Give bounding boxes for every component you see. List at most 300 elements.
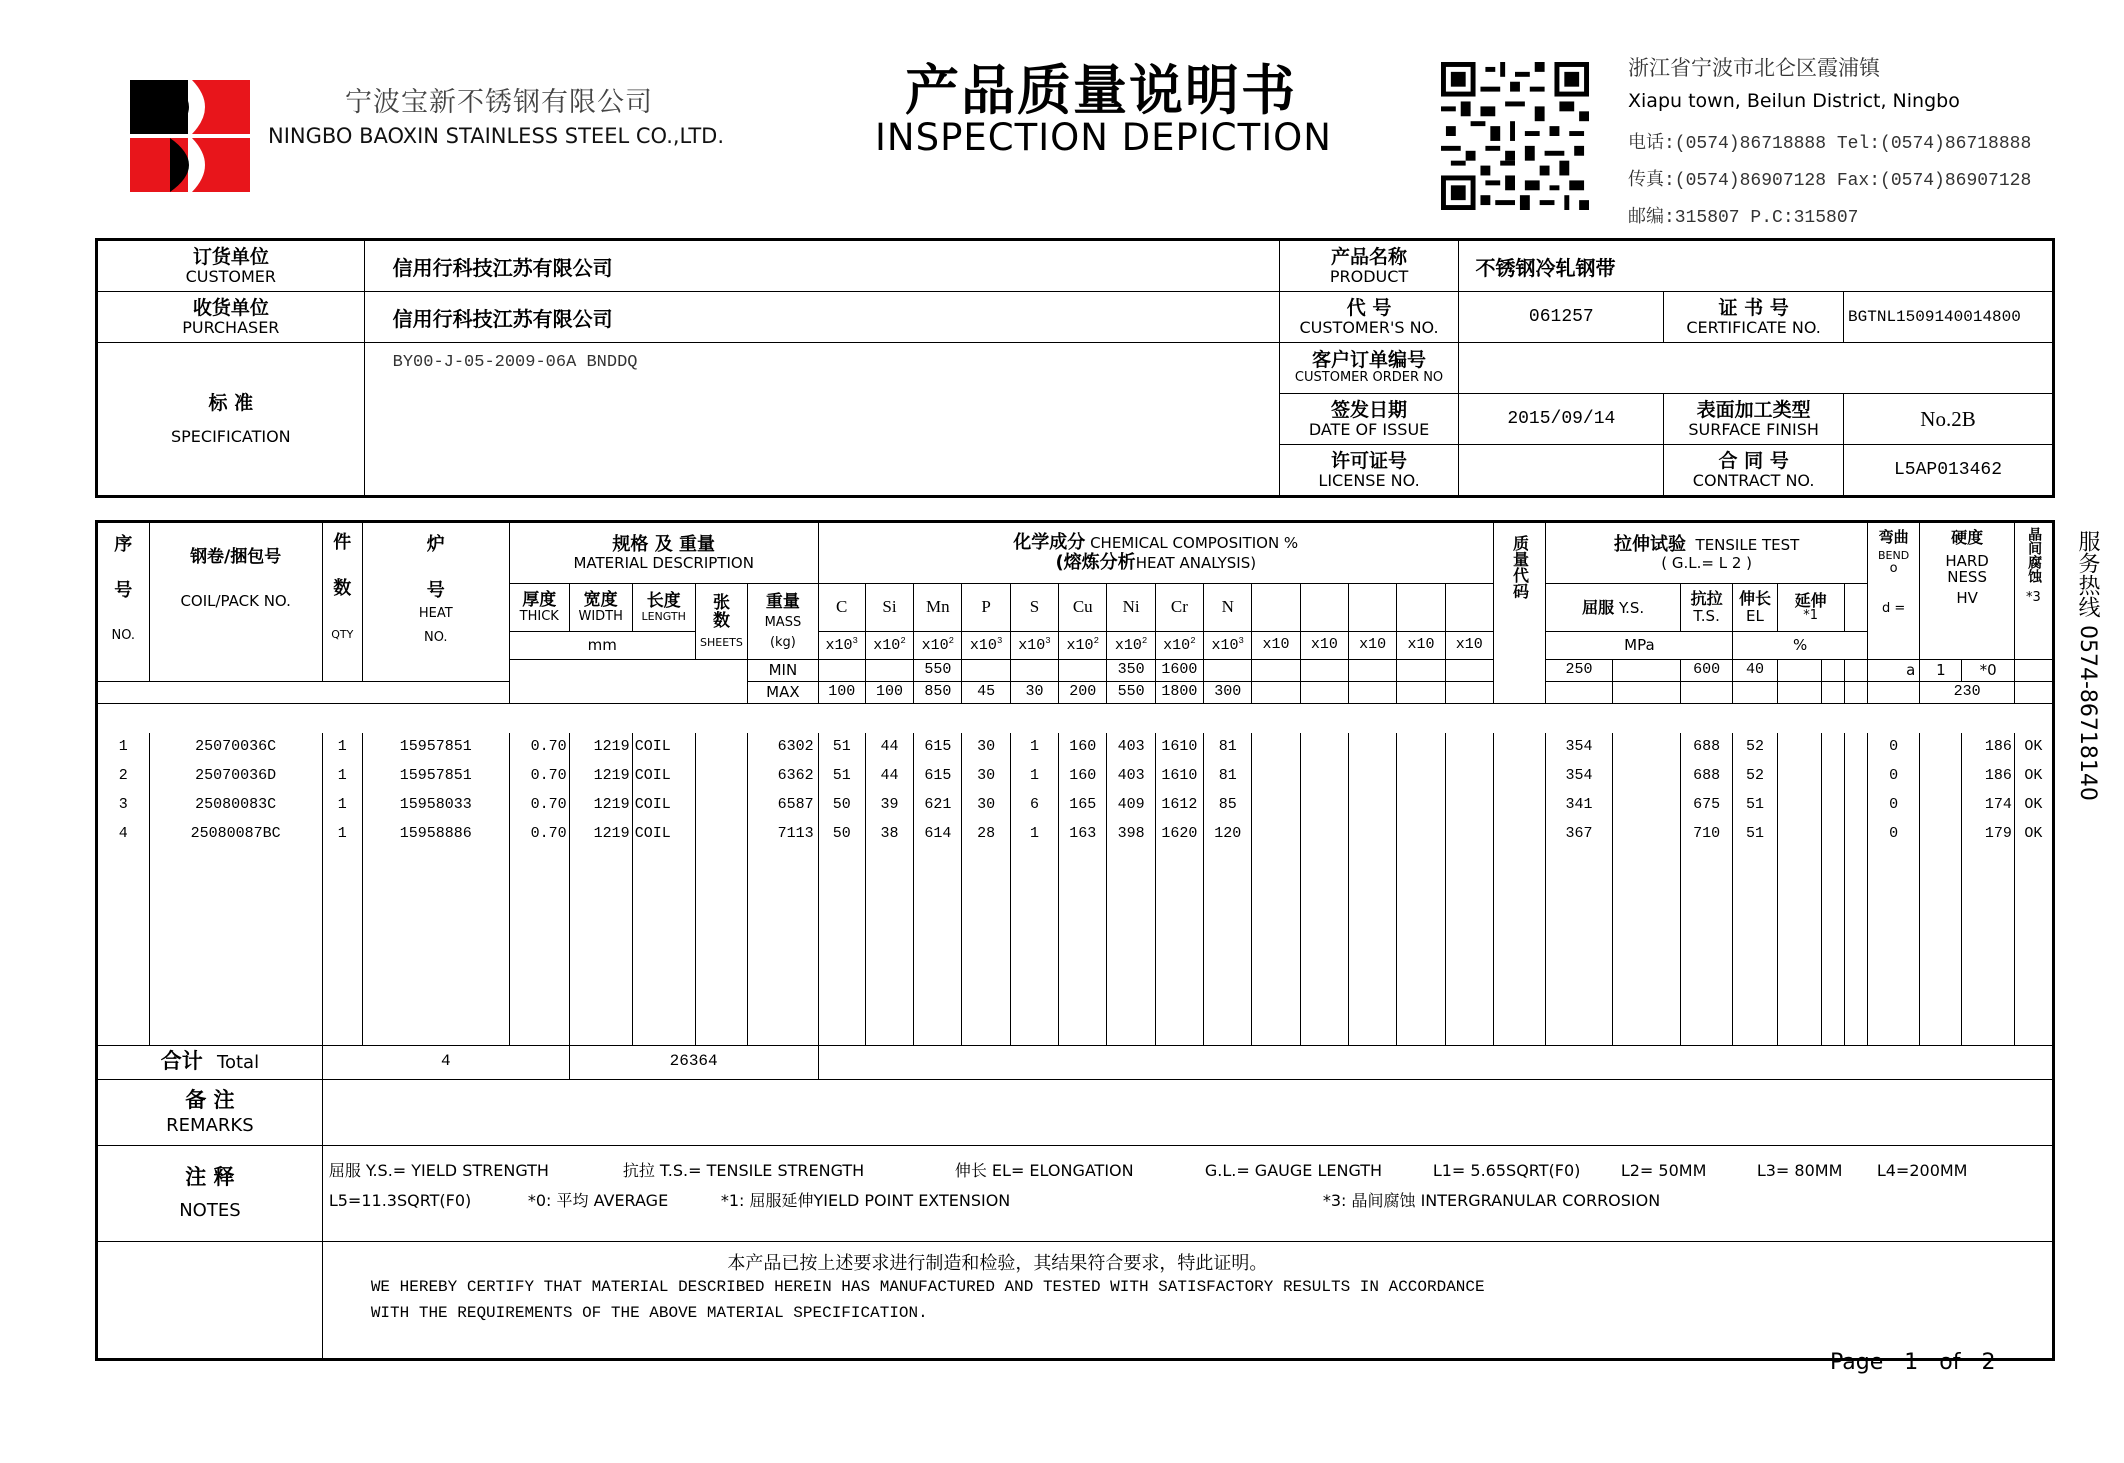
row-length: COIL — [632, 820, 695, 849]
filler-cell — [1920, 849, 1962, 1045]
factor-empty: x10 — [1348, 632, 1396, 660]
factor-s: $x10^3$ — [1010, 632, 1058, 660]
row-width: 1219 — [569, 820, 632, 849]
row-coil: 25080087BC — [149, 820, 322, 849]
max-ni: 550 — [1107, 682, 1155, 704]
max-spacer — [509, 682, 747, 704]
row-ts: 688 — [1680, 733, 1733, 762]
min-si — [865, 660, 913, 682]
element-empty-header — [1348, 584, 1396, 632]
row-si: 38 — [865, 820, 913, 849]
row-empty — [1612, 762, 1680, 791]
row-ts: 688 — [1680, 762, 1733, 791]
filler-cell — [818, 849, 865, 1045]
row-bend: 0 — [1867, 820, 1920, 849]
tensile-empty-header — [1844, 584, 1867, 632]
min-empty — [1821, 660, 1844, 682]
element-empty-header — [1252, 584, 1300, 632]
row-qty: 1 — [322, 791, 362, 820]
min-empty — [1300, 660, 1348, 682]
row-empty — [1300, 762, 1348, 791]
row-empty — [1445, 791, 1493, 820]
min-empty — [1397, 660, 1445, 682]
min-empty — [1348, 660, 1396, 682]
element-empty-header — [1445, 584, 1493, 632]
factor-empty: x10 — [1300, 632, 1348, 660]
min-n — [1204, 660, 1252, 682]
min-p — [962, 660, 1010, 682]
page-number: Page 1 of 2 — [1830, 1350, 1996, 1375]
heat-header: 炉 号 HEAT NO. — [362, 522, 509, 682]
filler-cell — [1300, 849, 1348, 1045]
row-cu: 160 — [1059, 762, 1107, 791]
row-empty — [1397, 733, 1445, 762]
surface-finish-label: 表面加工类型 SURFACE FINISH — [1664, 394, 1844, 445]
note-average: *0: 平均 AVERAGE — [527, 1191, 669, 1210]
max-empty — [1445, 682, 1493, 704]
min-cu — [1059, 660, 1107, 682]
tensile-test-header: 拉伸试验 TENSILE TEST ( G.L.= L 2 ) — [1546, 522, 1867, 584]
max-empty — [1252, 682, 1300, 704]
row-hv: 186 — [1962, 733, 2015, 762]
table-row — [97, 733, 2054, 762]
row-si: 44 — [865, 733, 913, 762]
row-empty — [1920, 820, 1962, 849]
row-empty — [1397, 791, 1445, 820]
row-el: 51 — [1733, 820, 1777, 849]
note-l3: L3= 80MM — [1756, 1161, 1843, 1180]
row-ni: 409 — [1107, 791, 1155, 820]
element-n-header: N — [1204, 584, 1252, 632]
row-no: 3 — [97, 791, 150, 820]
row-empty — [1777, 762, 1821, 791]
row-coil: 25070036C — [149, 733, 322, 762]
license-no-label: 许可证号 LICENSE NO. — [1279, 445, 1459, 497]
certification-label — [97, 1241, 323, 1359]
row-si: 44 — [865, 762, 913, 791]
customer-order-label: 客户订单编号 CUSTOMER ORDER NO — [1279, 343, 1459, 394]
row-width: 1219 — [569, 762, 632, 791]
yield-strength-header: 屈服 Y.S. — [1546, 584, 1680, 632]
max-si: 100 — [865, 682, 913, 704]
row-igc: OK — [2014, 762, 2053, 791]
row-empty — [1348, 820, 1396, 849]
note-yield-extension: *1: 屈服延伸YIELD POINT EXTENSION — [720, 1191, 1011, 1210]
filler-cell — [1612, 849, 1680, 1045]
row-el: 52 — [1733, 733, 1777, 762]
notes-label: 注 释 NOTES — [97, 1145, 323, 1241]
max-empty — [1348, 682, 1396, 704]
company-name-en: NINGBO BAOXIN STAINLESS STEEL CO.,LTD. — [268, 124, 725, 148]
filler-cell — [2014, 849, 2053, 1045]
row-empty — [1920, 733, 1962, 762]
element-cr-header: Cr — [1155, 584, 1203, 632]
row-s: 1 — [1010, 733, 1058, 762]
row-heat: 15957851 — [362, 733, 509, 762]
qty-header: 件 数 QTY — [322, 522, 362, 682]
filler-cell — [509, 849, 569, 1045]
min-empty — [1612, 660, 1680, 682]
filler-cell — [748, 849, 818, 1045]
row-length: COIL — [632, 791, 695, 820]
thick-header: 厚度 THICK — [509, 584, 569, 632]
filler-cell — [1059, 849, 1107, 1045]
elongation-header: 伸长 EL — [1733, 584, 1777, 632]
extension-header: 延伸 *1 — [1777, 584, 1844, 632]
row-empty — [1821, 791, 1844, 820]
notes-content — [322, 1145, 2053, 1241]
filler-cell — [914, 849, 962, 1045]
certification-statement — [322, 1241, 2053, 1359]
row-bend: 0 — [1867, 762, 1920, 791]
contract-no-label: 合 同 号 CONTRACT NO. — [1664, 445, 1844, 497]
date-of-issue-value: 2015/09/14 — [1459, 394, 1664, 445]
row-mass: 7113 — [748, 820, 818, 849]
row-bend: 0 — [1867, 733, 1920, 762]
row-coil: 25080083C — [149, 791, 322, 820]
width-header: 宽度 WIDTH — [569, 584, 632, 632]
filler-cell — [695, 849, 748, 1045]
row-n: 85 — [1204, 791, 1252, 820]
max-mn: 850 — [914, 682, 962, 704]
factor-mn: $x10^2$ — [914, 632, 962, 660]
row-mn: 615 — [914, 762, 962, 791]
row-empty — [1348, 791, 1396, 820]
max-s: 30 — [1010, 682, 1058, 704]
max-n: 300 — [1204, 682, 1252, 704]
row-thick: 0.70 — [509, 791, 569, 820]
row-empty — [1348, 762, 1396, 791]
row-qty: 1 — [322, 820, 362, 849]
row-cr: 1612 — [1155, 791, 1203, 820]
filler-cell — [1397, 849, 1445, 1045]
filler-cell — [1844, 849, 1867, 1045]
row-qty: 1 — [322, 733, 362, 762]
telephone: 电话:(0574)86718888 Tel:(0574)86718888 — [1628, 134, 2032, 154]
row-mn: 615 — [914, 733, 962, 762]
tensile-strength-header: 抗拉 T.S. — [1680, 584, 1733, 632]
row-quality-code — [1493, 733, 1546, 762]
row-empty — [1348, 733, 1396, 762]
customer-no-label: 代 号 CUSTOMER'S NO. — [1279, 292, 1459, 343]
row-empty — [1300, 733, 1348, 762]
element-mn-header: Mn — [914, 584, 962, 632]
row-ys: 341 — [1546, 791, 1612, 820]
address-cn: 浙江省宁波市北仑区霞浦镇 — [1628, 56, 1880, 80]
mm-unit: mm — [509, 632, 695, 660]
row-empty — [1445, 733, 1493, 762]
max-cr: 1800 — [1155, 682, 1203, 704]
min-ts: 600 — [1680, 660, 1733, 682]
row-ni: 398 — [1107, 820, 1155, 849]
row-c: 50 — [818, 820, 865, 849]
row-heat: 15958886 — [362, 820, 509, 849]
row-empty — [1252, 791, 1300, 820]
row-empty — [1445, 820, 1493, 849]
material-description-header: 规格 及 重量 MATERIAL DESCRIPTION — [509, 522, 818, 584]
purchaser-label: 收货单位 PURCHASER — [97, 292, 365, 343]
customer-value: 信用行科技江苏有限公司 — [364, 240, 1279, 292]
total-empty — [818, 1045, 2053, 1079]
factor-si: $x10^2$ — [865, 632, 913, 660]
row-igc: OK — [2014, 733, 2053, 762]
min-ni: 350 — [1107, 660, 1155, 682]
seq-header: 序 号 NO. — [97, 522, 150, 682]
row-cu: 163 — [1059, 820, 1107, 849]
row-sheets — [695, 791, 748, 820]
max-spacer — [97, 682, 510, 704]
note-l5: L5=11.3SQRT(F0) — [328, 1191, 472, 1210]
max-c: 100 — [818, 682, 865, 704]
filler-cell — [97, 849, 150, 1045]
row-no: 1 — [97, 733, 150, 762]
note-el: 伸长 EL= ELONGATION — [954, 1161, 1134, 1180]
row-n: 81 — [1204, 733, 1252, 762]
filler-cell — [1204, 849, 1252, 1045]
hardness-1-label: 1 — [1920, 660, 1962, 682]
min-s — [1010, 660, 1058, 682]
row-p: 30 — [962, 733, 1010, 762]
bend-a-label: a — [1867, 660, 1920, 682]
row-ys: 354 — [1546, 762, 1612, 791]
intergranular-corrosion-header: 晶间腐蚀 *3 — [2014, 522, 2053, 660]
row-empty — [1844, 820, 1867, 849]
row-mn: 621 — [914, 791, 962, 820]
max-empty — [1844, 682, 1867, 704]
factor-empty: x10 — [1252, 632, 1300, 660]
filler-cell — [1252, 849, 1300, 1045]
note-ys: 屈服 Y.S.= YIELD STRENGTH — [328, 1161, 549, 1180]
coil-header: 钢卷/捆包号 COIL/PACK NO. — [149, 522, 322, 682]
certification-row — [97, 1241, 2054, 1359]
note-intergranular: *3: 晶间腐蚀 INTERGRANULAR CORROSION — [1322, 1191, 1661, 1210]
row-empty — [1777, 791, 1821, 820]
quality-code-header: 质量代码 — [1493, 522, 1546, 704]
row-width: 1219 — [569, 791, 632, 820]
row-p: 30 — [962, 791, 1010, 820]
product-label: 产品名称 PRODUCT — [1279, 240, 1459, 292]
filler-cell — [1733, 849, 1777, 1045]
row-no: 2 — [97, 762, 150, 791]
row-cu: 160 — [1059, 733, 1107, 762]
element-empty-header — [1300, 584, 1348, 632]
row-width: 1219 — [569, 733, 632, 762]
row-el: 52 — [1733, 762, 1777, 791]
min-empty — [1844, 660, 1867, 682]
header-data-separator — [97, 704, 2054, 734]
max-cu: 200 — [1059, 682, 1107, 704]
element-ni-header: Ni — [1107, 584, 1155, 632]
row-s: 1 — [1010, 820, 1058, 849]
max-label: MAX — [748, 682, 818, 704]
min-empty — [1777, 660, 1821, 682]
row-empty — [1920, 762, 1962, 791]
row-empty — [1612, 733, 1680, 762]
mm-unit-spacer — [509, 660, 747, 682]
max-empty — [1867, 682, 1920, 704]
total-qty: 4 — [322, 1045, 569, 1079]
table-row-filler — [97, 849, 2054, 1045]
row-empty — [1300, 791, 1348, 820]
certificate-no-label: 证 书 号 CERTIFICATE NO. — [1664, 292, 1844, 343]
row-empty — [1252, 733, 1300, 762]
min-empty — [2014, 660, 2053, 682]
row-thick: 0.70 — [509, 820, 569, 849]
row-empty — [1252, 762, 1300, 791]
max-empty — [1777, 682, 1821, 704]
certification-cn: 本产品已按上述要求进行制造和检验，其结果符合要求，特此证明。 — [727, 1252, 1268, 1274]
filler-cell — [1107, 849, 1155, 1045]
note-l2: L2= 50MM — [1620, 1161, 1707, 1180]
row-cr: 1610 — [1155, 733, 1203, 762]
contract-no-value: L5AP013462 — [1844, 445, 2054, 497]
row-sheets — [695, 733, 748, 762]
row-empty — [1777, 733, 1821, 762]
license-no-value — [1459, 445, 1664, 497]
address-en: Xiapu town, Beilun District, Ningbo — [1628, 90, 1960, 112]
row-ts: 710 — [1680, 820, 1733, 849]
min-mn: 550 — [914, 660, 962, 682]
row-igc: OK — [2014, 820, 2053, 849]
customer-order-value — [1459, 343, 2054, 394]
purchaser-value: 信用行科技江苏有限公司 — [364, 292, 1279, 343]
row-empty — [1844, 791, 1867, 820]
row-sheets — [695, 820, 748, 849]
row-thick: 0.70 — [509, 733, 569, 762]
notes-row — [97, 1145, 2054, 1241]
remarks-value — [322, 1079, 2053, 1145]
document-title-cn: 产品质量说明书 — [905, 58, 1297, 122]
percent-unit: % — [1733, 632, 1867, 660]
row-quality-code — [1493, 791, 1546, 820]
certification-en-2: WITH THE REQUIREMENTS OF THE ABOVE MATERIAL SPECIFICATION. — [370, 1303, 928, 1322]
filler-cell — [322, 849, 362, 1045]
row-mass: 6302 — [748, 733, 818, 762]
hardness-average-label: *0 — [1962, 660, 2015, 682]
filler-cell — [1348, 849, 1396, 1045]
row-cr: 1620 — [1155, 820, 1203, 849]
specification-value: BY00-J-05-2009-06A BNDDQ — [364, 343, 1279, 497]
row-ni: 403 — [1107, 762, 1155, 791]
filler-cell — [1821, 849, 1844, 1045]
factor-n: $x10^3$ — [1204, 632, 1252, 660]
row-cr: 1610 — [1155, 762, 1203, 791]
row-hv: 174 — [1962, 791, 2015, 820]
filler-cell — [1445, 849, 1493, 1045]
element-c-header: C — [818, 584, 865, 632]
filler-cell — [962, 849, 1010, 1045]
chemical-composition-header: 化学成分 CHEMICAL COMPOSITION % (熔炼分析HEAT ANALYSIS) — [818, 522, 1493, 584]
table-row — [97, 820, 2054, 849]
row-empty — [1612, 820, 1680, 849]
row-n: 120 — [1204, 820, 1252, 849]
inspection-results-table — [95, 520, 2055, 1361]
filler-cell — [865, 849, 913, 1045]
row-empty — [1397, 762, 1445, 791]
total-label: 合计 Total — [97, 1045, 323, 1079]
fax: 传真:(0574)86907128 Fax:(0574)86907128 — [1628, 171, 2032, 191]
row-si: 39 — [865, 791, 913, 820]
certification-en-1: WE HEREBY CERTIFY THAT MATERIAL DESCRIBED HEREIN HAS MANUFACTURED AND TESTED WITH SATISFACTORY RESULTS IN ACCORDANCE — [370, 1278, 1485, 1297]
row-empty — [1252, 820, 1300, 849]
filler-cell — [1962, 849, 2015, 1045]
note-ts: 抗拉 T.S.= TENSILE STRENGTH — [622, 1161, 865, 1180]
postcode: 邮编:315807 P.C:315807 — [1628, 208, 1859, 228]
filler-cell — [1010, 849, 1058, 1045]
row-ts: 675 — [1680, 791, 1733, 820]
row-coil: 25070036D — [149, 762, 322, 791]
row-ys: 367 — [1546, 820, 1612, 849]
factor-empty: x10 — [1397, 632, 1445, 660]
document-title-en: INSPECTION DEPICTION — [875, 116, 1332, 159]
row-empty — [1821, 762, 1844, 791]
min-empty — [1252, 660, 1300, 682]
row-empty — [1777, 820, 1821, 849]
date-of-issue-label: 签发日期 DATE OF ISSUE — [1279, 394, 1459, 445]
element-empty-header — [1397, 584, 1445, 632]
max-empty — [1821, 682, 1844, 704]
factor-ni: $x10^2$ — [1107, 632, 1155, 660]
row-empty — [1821, 820, 1844, 849]
max-p: 45 — [962, 682, 1010, 704]
row-bend: 0 — [1867, 791, 1920, 820]
min-ys: 250 — [1546, 660, 1612, 682]
max-empty — [1397, 682, 1445, 704]
filler-cell — [1546, 849, 1612, 1045]
row-empty — [1920, 791, 1962, 820]
sheets-header: 张数 SHEETS — [695, 584, 748, 660]
row-cu: 165 — [1059, 791, 1107, 820]
filler-cell — [1867, 849, 1920, 1045]
note-l1: L1= 5.65SQRT(F0) — [1432, 1161, 1581, 1180]
remarks-row — [97, 1079, 2054, 1145]
row-c: 51 — [818, 733, 865, 762]
row-mass: 6362 — [748, 762, 818, 791]
max-empty — [1733, 682, 1777, 704]
row-c: 51 — [818, 762, 865, 791]
row-thick: 0.70 — [509, 762, 569, 791]
min-empty — [1445, 660, 1493, 682]
filler-cell — [1680, 849, 1733, 1045]
remarks-label: 备 注 REMARKS — [97, 1079, 323, 1145]
customer-label: 订货单位 CUSTOMER — [97, 240, 365, 292]
qr-code-icon — [1440, 62, 1590, 210]
max-hardness: 230 — [1920, 682, 2015, 704]
row-s: 6 — [1010, 791, 1058, 820]
note-gl: G.L.= GAUGE LENGTH — [1204, 1161, 1383, 1180]
row-length: COIL — [632, 733, 695, 762]
filler-cell — [362, 849, 509, 1045]
filler-cell — [149, 849, 322, 1045]
service-hotline: 服务热线 0574-86718140 — [2075, 530, 2100, 801]
min-c — [818, 660, 865, 682]
row-sheets — [695, 762, 748, 791]
max-empty — [2014, 682, 2053, 704]
min-el: 40 — [1733, 660, 1777, 682]
filler-cell — [1493, 849, 1546, 1045]
row-ys: 354 — [1546, 733, 1612, 762]
row-c: 50 — [818, 791, 865, 820]
factor-cr: $x10^2$ — [1155, 632, 1203, 660]
factor-p: $x10^3$ — [962, 632, 1010, 660]
row-s: 1 — [1010, 762, 1058, 791]
total-row — [97, 1045, 2054, 1079]
hardness-header: 硬度 HARD NESS HV — [1920, 522, 2015, 660]
element-cu-header: Cu — [1059, 584, 1107, 632]
total-mass: 26364 — [569, 1045, 818, 1079]
company-name-cn: 宁波宝新不锈钢有限公司 — [345, 87, 653, 118]
max-empty — [1612, 682, 1680, 704]
